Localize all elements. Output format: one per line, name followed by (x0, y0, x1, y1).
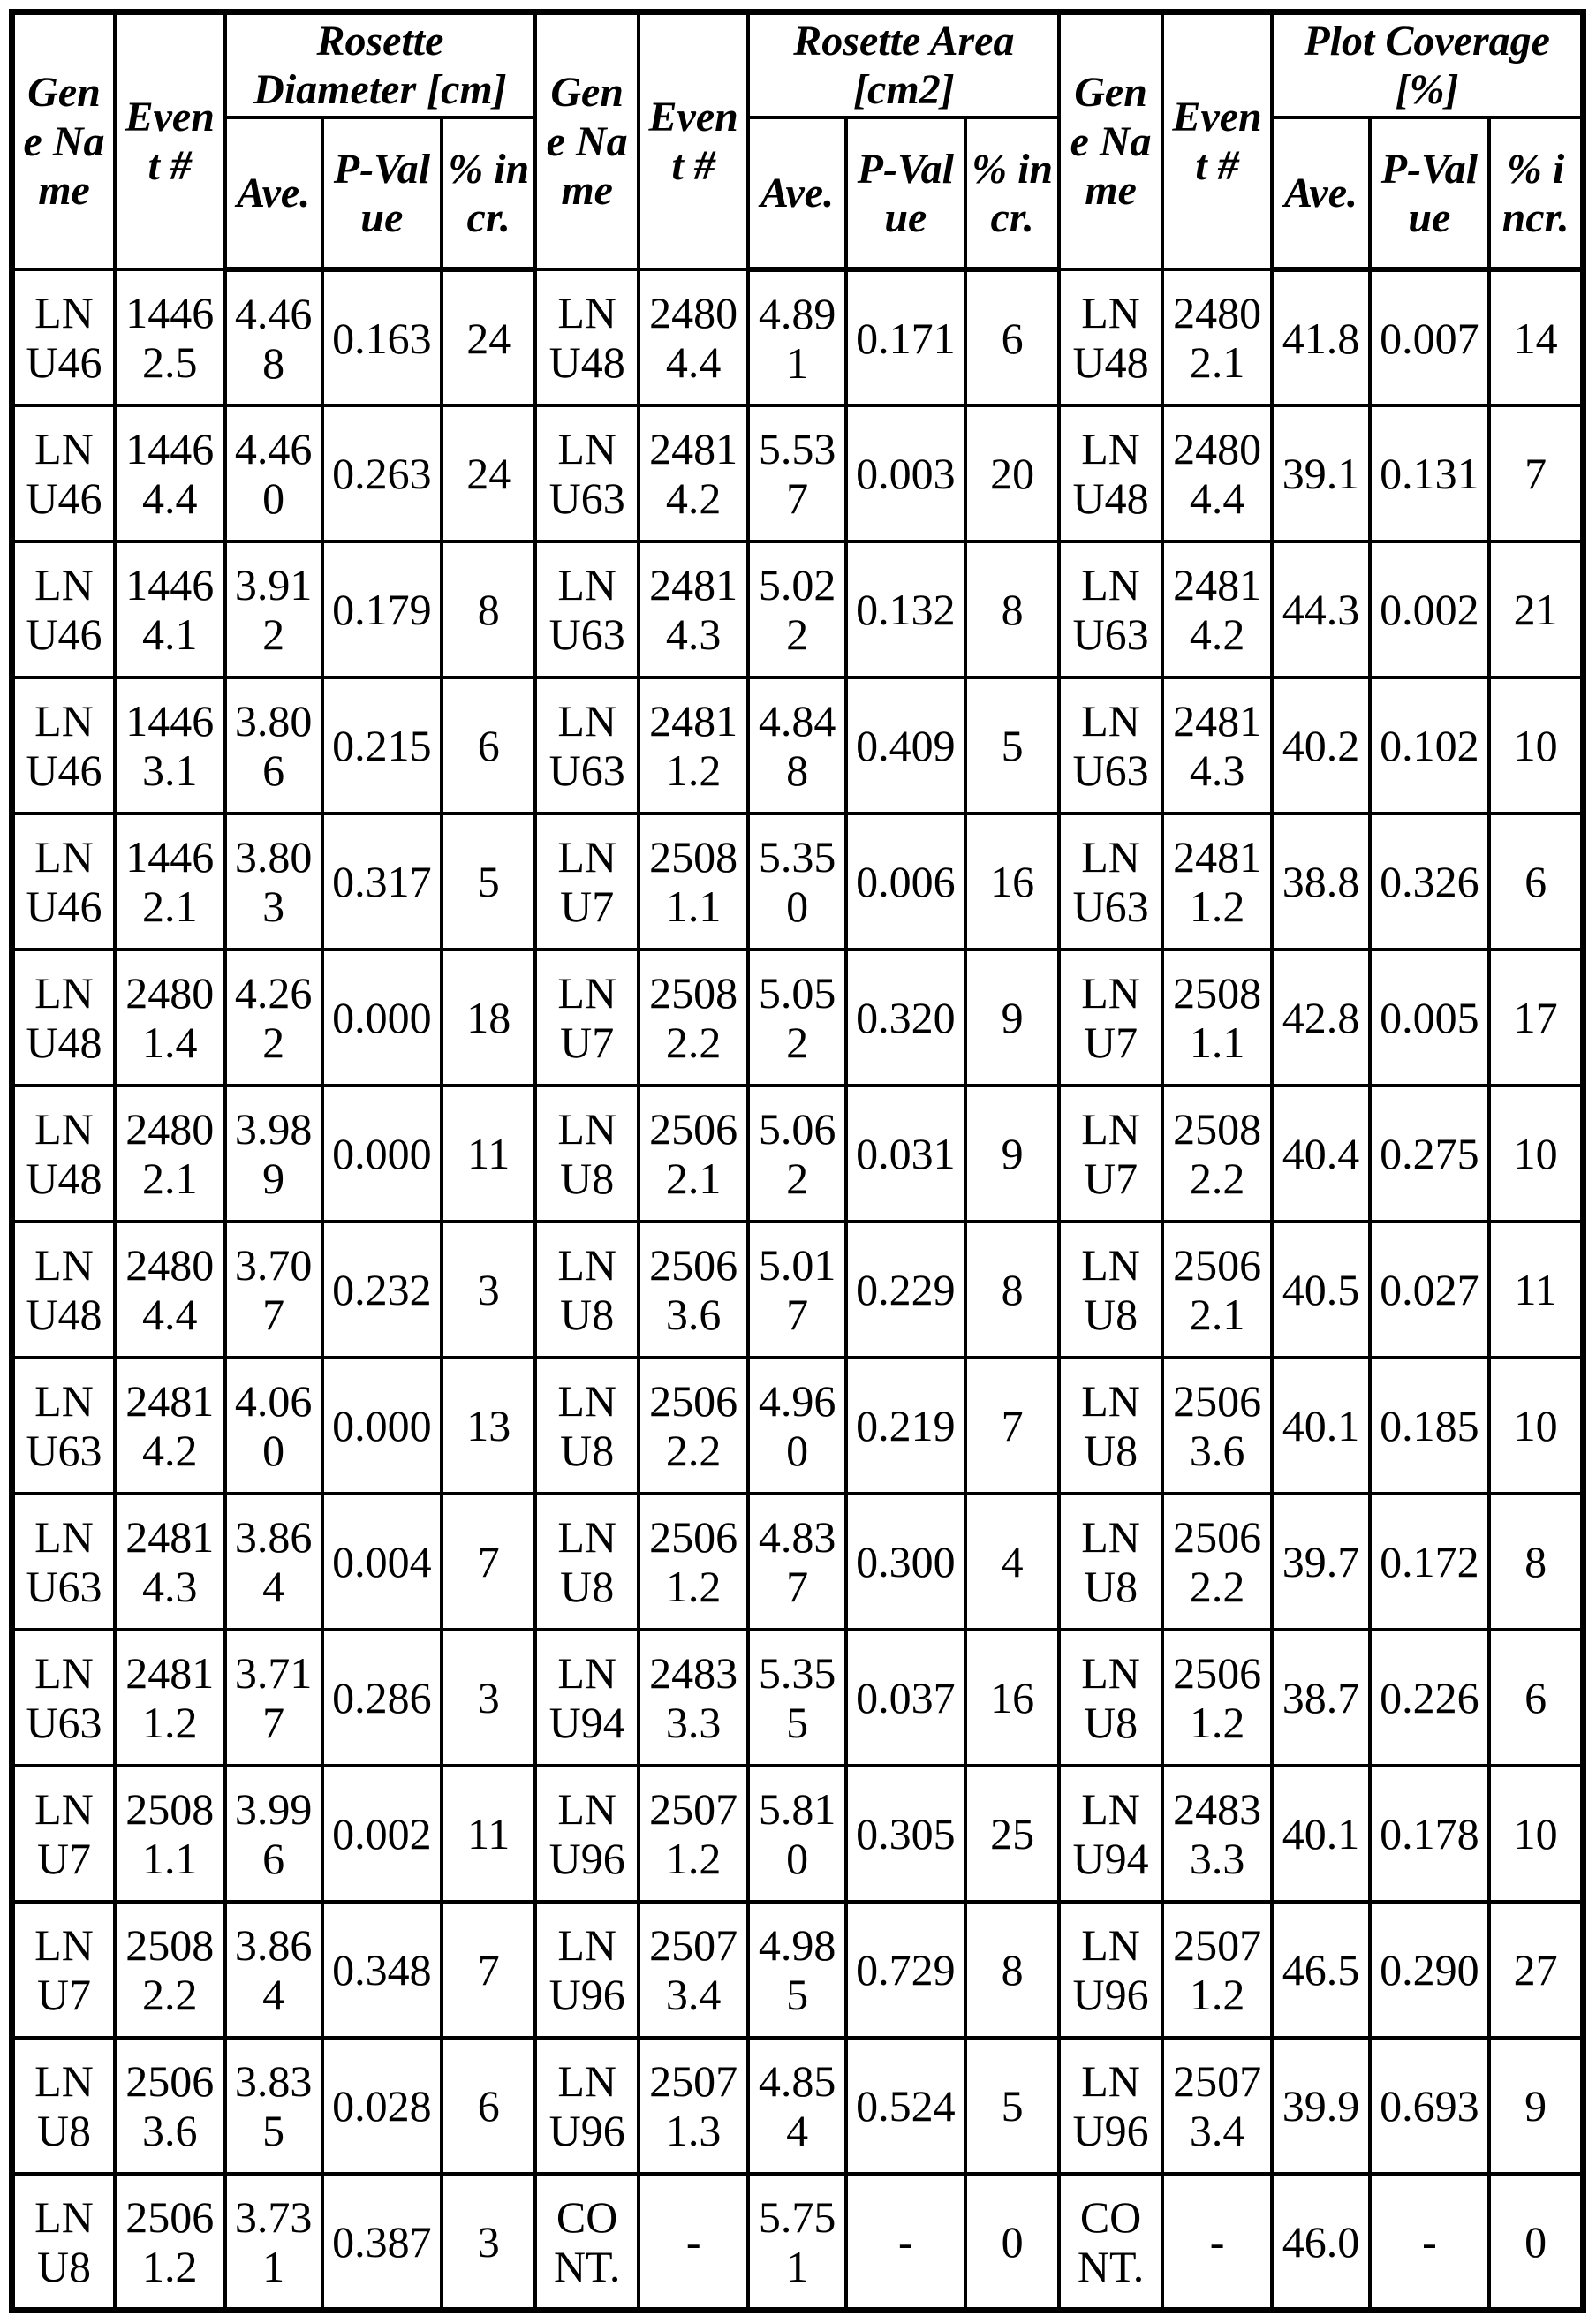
table-row (12, 677, 1584, 814)
event-cell: 24811.2 (115, 1630, 225, 1766)
average-cell: 3.707 (225, 1222, 322, 1358)
percent-increase-cell: 4 (965, 1494, 1059, 1630)
average-cell: 3.864 (225, 1902, 322, 2038)
pvalue-cell: 0.163 (322, 269, 442, 405)
gene-cell: LNU46 (12, 677, 116, 814)
pvalue-cell: 0.007 (1370, 269, 1490, 405)
pvalue-cell: 0.226 (1370, 1630, 1490, 1766)
pvalue-cell: 0.132 (846, 541, 965, 677)
event-cell: 14463.1 (115, 677, 225, 814)
table-row (12, 269, 1584, 405)
pvalue-cell: 0.693 (1370, 2038, 1490, 2174)
average-cell: 5.350 (748, 814, 845, 950)
percent-increase-cell: 21 (1489, 541, 1583, 677)
percent-increase-cell: 6 (442, 2038, 535, 2174)
gene-cell: LNU7 (12, 1902, 116, 2038)
gene-cell: LNU63 (535, 541, 639, 677)
table-row (12, 405, 1584, 541)
gene-cell: LNU8 (535, 1086, 639, 1222)
gene-cell: LNU63 (1059, 541, 1162, 677)
pvalue-cell: 0.031 (846, 1086, 965, 1222)
average-cell: 4.460 (225, 405, 322, 541)
average-cell: 40.5 (1272, 1222, 1369, 1358)
table-row (12, 1358, 1584, 1494)
gene-cell: LNU96 (1059, 2038, 1162, 2174)
gene-cell: LNU8 (1059, 1222, 1162, 1358)
percent-increase-cell: 8 (965, 1222, 1059, 1358)
table-row (12, 1086, 1584, 1222)
pvalue-cell: 0.037 (846, 1630, 965, 1766)
event-cell: 24833.3 (639, 1630, 749, 1766)
percent-increase-cell: 24 (442, 269, 535, 405)
event-cell: 24814.3 (115, 1494, 225, 1630)
percent-increase-cell: 16 (965, 814, 1059, 950)
event-cell: 24814.3 (639, 541, 749, 677)
average-cell: 41.8 (1272, 269, 1369, 405)
table-row (12, 1222, 1584, 1358)
gene-cell: LNU7 (1059, 950, 1162, 1086)
average-cell: 3.803 (225, 814, 322, 950)
percent-increase-subheader: % incr. (1489, 117, 1583, 269)
percent-increase-cell: 11 (442, 1086, 535, 1222)
gene-cell: LNU8 (1059, 1358, 1162, 1494)
average-cell: 5.017 (748, 1222, 845, 1358)
average-cell: 4.854 (748, 2038, 845, 2174)
event-cell: 14464.1 (115, 541, 225, 677)
gene-cell: LNU48 (535, 269, 639, 405)
percent-increase-cell: 10 (1489, 1358, 1583, 1494)
percent-increase-cell: 6 (442, 677, 535, 814)
pvalue-cell: 0.005 (1370, 950, 1490, 1086)
average-cell: 5.537 (748, 405, 845, 541)
average-cell: 4.985 (748, 1902, 845, 2038)
percent-increase-cell: 6 (1489, 1630, 1583, 1766)
pvalue-cell: 0.179 (322, 541, 442, 677)
gene-cell: LNU63 (12, 1630, 116, 1766)
average-cell: 5.810 (748, 1766, 845, 1902)
gene-name-header: Gene Name (1059, 12, 1162, 270)
event-cell: 25073.4 (639, 1902, 749, 2038)
table-row (12, 541, 1584, 677)
event-number-header: Event # (1162, 12, 1273, 270)
pvalue-cell: 0.232 (322, 1222, 442, 1358)
percent-increase-cell: 8 (442, 541, 535, 677)
gene-cell: LNU63 (12, 1494, 116, 1630)
pvalue-cell: 0.171 (846, 269, 965, 405)
pvalue-cell: 0.263 (322, 405, 442, 541)
percent-increase-cell: 3 (442, 1630, 535, 1766)
percent-increase-cell: 11 (442, 1766, 535, 1902)
average-cell: 5.062 (748, 1086, 845, 1222)
pvalue-cell: 0.000 (322, 950, 442, 1086)
percent-increase-cell: 3 (442, 2174, 535, 2310)
gene-cell: LNU46 (12, 405, 116, 541)
pvalue-cell: 0.000 (322, 1358, 442, 1494)
percent-increase-cell: 16 (965, 1630, 1059, 1766)
event-cell: 14462.5 (115, 269, 225, 405)
event-cell: 25063.6 (1162, 1358, 1273, 1494)
average-cell: 39.7 (1272, 1494, 1369, 1630)
pvalue-cell: 0.219 (846, 1358, 965, 1494)
pvalue-cell: 0.131 (1370, 405, 1490, 541)
pvalue-cell: 0.348 (322, 1902, 442, 2038)
average-cell: 3.731 (225, 2174, 322, 2310)
percent-increase-cell: 7 (1489, 405, 1583, 541)
average-cell: 4.262 (225, 950, 322, 1086)
table-row (12, 950, 1584, 1086)
percent-increase-cell: 25 (965, 1766, 1059, 1902)
table-header (12, 12, 1584, 270)
percent-increase-cell: 18 (442, 950, 535, 1086)
average-cell: 46.5 (1272, 1902, 1369, 2038)
percent-increase-cell: 9 (965, 950, 1059, 1086)
percent-increase-subheader: % incr. (965, 117, 1059, 269)
average-cell: 42.8 (1272, 950, 1369, 1086)
pvalue-cell: 0.002 (1370, 541, 1490, 677)
gene-cell: LNU96 (535, 1766, 639, 1902)
table-row (12, 814, 1584, 950)
pvalue-cell: 0.305 (846, 1766, 965, 1902)
table-body (12, 269, 1584, 2310)
event-cell: 24804.4 (1162, 405, 1273, 541)
event-cell: 24811.2 (639, 677, 749, 814)
percent-increase-cell: 14 (1489, 269, 1583, 405)
event-cell: 24814.2 (115, 1358, 225, 1494)
gene-cell: LNU46 (12, 814, 116, 950)
gene-cell: LNU63 (535, 405, 639, 541)
pvalue-cell: 0.409 (846, 677, 965, 814)
percent-increase-cell: 10 (1489, 1766, 1583, 1902)
header-sub-row (12, 117, 1584, 269)
average-cell: 3.835 (225, 2038, 322, 2174)
average-cell: 39.1 (1272, 405, 1369, 541)
event-cell: 25061.2 (1162, 1630, 1273, 1766)
event-cell: 25081.1 (639, 814, 749, 950)
average-cell: 3.912 (225, 541, 322, 677)
table-row (12, 2038, 1584, 2174)
pvalue-cell: 0.172 (1370, 1494, 1490, 1630)
average-cell: 44.3 (1272, 541, 1369, 677)
pvalue-cell: 0.027 (1370, 1222, 1490, 1358)
gene-cell: LNU63 (535, 677, 639, 814)
percent-increase-cell: 11 (1489, 1222, 1583, 1358)
event-cell: 24811.2 (1162, 814, 1273, 950)
gene-cell: LNU48 (1059, 405, 1162, 541)
gene-cell: LNU63 (12, 1358, 116, 1494)
event-cell: 25071.3 (639, 2038, 749, 2174)
average-cell: 4.468 (225, 269, 322, 405)
gene-cell: LNU48 (12, 1222, 116, 1358)
percent-increase-cell: 9 (1489, 2038, 1583, 2174)
pvalue-cell: 0.729 (846, 1902, 965, 2038)
table-row (12, 2174, 1584, 2310)
average-cell: 5.751 (748, 2174, 845, 2310)
pvalue-cell: 0.028 (322, 2038, 442, 2174)
event-cell: 25071.2 (639, 1766, 749, 1902)
percent-increase-cell: 8 (1489, 1494, 1583, 1630)
table-row (12, 1630, 1584, 1766)
event-cell: 25082.2 (639, 950, 749, 1086)
event-cell: 25081.1 (1162, 950, 1273, 1086)
gene-cell: LNU8 (535, 1494, 639, 1630)
pvalue-cell: 0.320 (846, 950, 965, 1086)
pvalue-cell: 0.215 (322, 677, 442, 814)
average-cell: 3.864 (225, 1494, 322, 1630)
gene-cell: CONT. (535, 2174, 639, 2310)
event-cell: 24833.3 (1162, 1766, 1273, 1902)
pvalue-subheader: P-Value (322, 117, 442, 269)
rosette-diameter-header: Rosette Diameter [cm] (225, 12, 536, 118)
pvalue-cell: 0.002 (322, 1766, 442, 1902)
gene-cell: LNU8 (12, 2038, 116, 2174)
pvalue-cell: 0.006 (846, 814, 965, 950)
event-cell: 25061.2 (115, 2174, 225, 2310)
gene-cell: LNU63 (1059, 814, 1162, 950)
gene-cell: LNU7 (535, 950, 639, 1086)
event-cell: 25071.2 (1162, 1902, 1273, 2038)
pvalue-subheader: P-Value (846, 117, 965, 269)
pvalue-cell: 0.102 (1370, 677, 1490, 814)
average-cell: 4.060 (225, 1358, 322, 1494)
pvalue-cell: 0.300 (846, 1494, 965, 1630)
average-cell: 5.052 (748, 950, 845, 1086)
event-cell: 25063.6 (115, 2038, 225, 2174)
gene-cell: LNU8 (12, 2174, 116, 2310)
event-cell: 25082.2 (1162, 1086, 1273, 1222)
event-cell: 24802.1 (115, 1086, 225, 1222)
average-cell: 3.806 (225, 677, 322, 814)
percent-increase-cell: 0 (965, 2174, 1059, 2310)
average-cell: 4.848 (748, 677, 845, 814)
percent-increase-cell: 7 (442, 1494, 535, 1630)
rosette-area-header: Rosette Area [cm2] (748, 12, 1059, 118)
average-cell: 4.891 (748, 269, 845, 405)
average-subheader: Ave. (748, 117, 845, 269)
event-cell: 25073.4 (1162, 2038, 1273, 2174)
event-cell: 24802.1 (1162, 269, 1273, 405)
gene-cell: LNU63 (1059, 677, 1162, 814)
average-cell: 4.960 (748, 1358, 845, 1494)
gene-cell: CONT. (1059, 2174, 1162, 2310)
percent-increase-cell: 10 (1489, 677, 1583, 814)
event-cell: 24814.2 (1162, 541, 1273, 677)
gene-cell: LNU96 (1059, 1902, 1162, 2038)
gene-cell: LNU8 (535, 1222, 639, 1358)
gene-cell: LNU46 (12, 269, 116, 405)
plot-coverage-header: Plot Coverage [%] (1272, 12, 1583, 118)
percent-increase-cell: 27 (1489, 1902, 1583, 2038)
gene-cell: LNU46 (12, 541, 116, 677)
pvalue-cell: 0.286 (322, 1630, 442, 1766)
event-cell: 25063.6 (639, 1222, 749, 1358)
table-row (12, 1766, 1584, 1902)
average-cell: 40.2 (1272, 677, 1369, 814)
gene-name-header: Gene Name (12, 12, 116, 270)
gene-cell: LNU94 (535, 1630, 639, 1766)
gene-cell: LNU7 (535, 814, 639, 950)
event-cell: 14464.4 (115, 405, 225, 541)
pvalue-cell: 0.000 (322, 1086, 442, 1222)
pvalue-cell: 0.229 (846, 1222, 965, 1358)
pvalue-cell: - (846, 2174, 965, 2310)
event-cell: 24804.4 (115, 1222, 225, 1358)
pvalue-cell: 0.004 (322, 1494, 442, 1630)
event-cell: 24814.3 (1162, 677, 1273, 814)
pvalue-cell: 0.290 (1370, 1902, 1490, 2038)
average-cell: 40.4 (1272, 1086, 1369, 1222)
average-cell: 40.1 (1272, 1766, 1369, 1902)
gene-cell: LNU96 (535, 1902, 639, 2038)
average-cell: 39.9 (1272, 2038, 1369, 2174)
gene-cell: LNU96 (535, 2038, 639, 2174)
table-row (12, 1902, 1584, 2038)
pvalue-cell: 0.524 (846, 2038, 965, 2174)
percent-increase-subheader: % incr. (442, 117, 535, 269)
event-cell: 14462.1 (115, 814, 225, 950)
event-cell: 25061.2 (639, 1494, 749, 1630)
percent-increase-cell: 3 (442, 1222, 535, 1358)
gene-cell: LNU8 (535, 1358, 639, 1494)
percent-increase-cell: 17 (1489, 950, 1583, 1086)
pvalue-cell: 0.387 (322, 2174, 442, 2310)
gene-cell: LNU7 (12, 1766, 116, 1902)
average-subheader: Ave. (1272, 117, 1369, 269)
percent-increase-cell: 13 (442, 1358, 535, 1494)
percent-increase-cell: 7 (442, 1902, 535, 2038)
event-cell: 25062.1 (1162, 1222, 1273, 1358)
event-number-header: Event # (639, 12, 749, 270)
gene-name-header: Gene Name (535, 12, 639, 270)
event-cell: - (1162, 2174, 1273, 2310)
gene-cell: LNU48 (1059, 269, 1162, 405)
pvalue-cell: 0.326 (1370, 814, 1490, 950)
percent-increase-cell: 10 (1489, 1086, 1583, 1222)
percent-increase-cell: 5 (442, 814, 535, 950)
percent-increase-cell: 20 (965, 405, 1059, 541)
event-cell: 24804.4 (639, 269, 749, 405)
average-cell: 4.837 (748, 1494, 845, 1630)
percent-increase-cell: 24 (442, 405, 535, 541)
pvalue-cell: 0.178 (1370, 1766, 1490, 1902)
pvalue-cell: - (1370, 2174, 1490, 2310)
average-cell: 38.8 (1272, 814, 1369, 950)
percent-increase-cell: 8 (965, 541, 1059, 677)
average-cell: 3.717 (225, 1630, 322, 1766)
event-number-header: Event # (115, 12, 225, 270)
event-cell: 25062.2 (639, 1358, 749, 1494)
gene-cell: LNU8 (1059, 1494, 1162, 1630)
average-subheader: Ave. (225, 117, 322, 269)
event-cell: 25062.1 (639, 1086, 749, 1222)
pvalue-cell: 0.185 (1370, 1358, 1490, 1494)
gene-cell: LNU7 (1059, 1086, 1162, 1222)
gene-cell: LNU48 (12, 950, 116, 1086)
percent-increase-cell: 7 (965, 1358, 1059, 1494)
header-group-row (12, 12, 1584, 118)
results-table (9, 9, 1586, 2313)
average-cell: 46.0 (1272, 2174, 1369, 2310)
event-cell: 25081.1 (115, 1766, 225, 1902)
gene-cell: LNU94 (1059, 1766, 1162, 1902)
average-cell: 38.7 (1272, 1630, 1369, 1766)
table-row (12, 1494, 1584, 1630)
event-cell: 25082.2 (115, 1902, 225, 2038)
percent-increase-cell: 5 (965, 677, 1059, 814)
percent-increase-cell: 5 (965, 2038, 1059, 2174)
event-cell: 24814.2 (639, 405, 749, 541)
event-cell: 25062.2 (1162, 1494, 1273, 1630)
gene-cell: LNU8 (1059, 1630, 1162, 1766)
pvalue-cell: 0.003 (846, 405, 965, 541)
event-cell: - (639, 2174, 749, 2310)
percent-increase-cell: 0 (1489, 2174, 1583, 2310)
pvalue-cell: 0.317 (322, 814, 442, 950)
pvalue-cell: 0.275 (1370, 1086, 1490, 1222)
average-cell: 3.996 (225, 1766, 322, 1902)
average-cell: 3.989 (225, 1086, 322, 1222)
percent-increase-cell: 6 (1489, 814, 1583, 950)
pvalue-subheader: P-Value (1370, 117, 1490, 269)
event-cell: 24801.4 (115, 950, 225, 1086)
percent-increase-cell: 6 (965, 269, 1059, 405)
average-cell: 40.1 (1272, 1358, 1369, 1494)
average-cell: 5.022 (748, 541, 845, 677)
gene-cell: LNU48 (12, 1086, 116, 1222)
percent-increase-cell: 8 (965, 1902, 1059, 2038)
average-cell: 5.355 (748, 1630, 845, 1766)
percent-increase-cell: 9 (965, 1086, 1059, 1222)
